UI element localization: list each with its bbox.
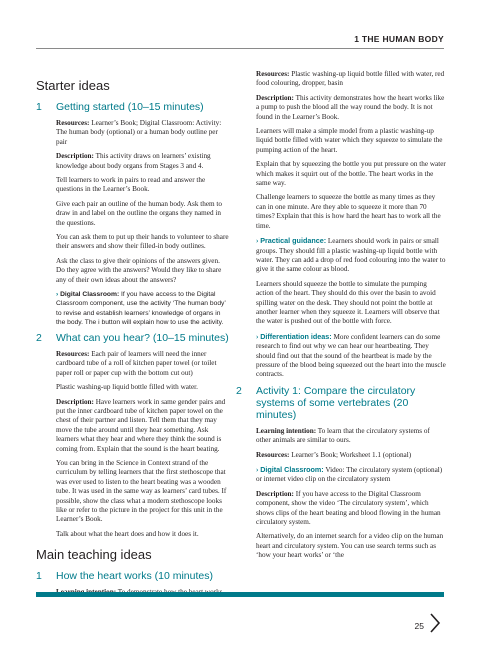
footer-bar [36,592,444,597]
paragraph: Learners should squeeze the bottle to simulate the pumping action of the heart. They should do this over the basin to avoid spilling water on the desk. They should not point the bottle at another learner when they squeeze it. Learners will observe that the water is pushed out of the bottle with force. [256,279,440,326]
paragraph: Description: If you have access to the Digital Classroom component, show the video ‘The circulatory system’, which shows clips of the heart beating and blood flowing in the human circulatory system. [256,489,441,527]
digital-classroom-note: › Digital Classroom: Video: The circulatory system (optional) or internet video clip on the circulatory system [256,465,443,484]
section-number: 1 [36,101,42,113]
starter-heading: Starter ideas [36,78,110,93]
paragraph: Resources: Learner’s Book; Worksheet 1.1 (optional) [256,450,412,459]
chevron-right-icon: › [256,237,259,246]
chapter-title: 1 THE HUMAN BODY [354,34,444,44]
section-heading-getting-started [36,101,230,113]
paragraph: Explain that by squeezing the bottle you put pressure on the water which makes it squirt out of the bottle. The heart works in the same way. [256,160,446,188]
paragraph: You can bring in the Science in Context strand of the curriculum by telling learners that the first stethoscope that was ever used to listen to the heart beating was a wooden tube. It was used in the same way as learners’ card tubes. If possible, show the class what a modern stethoscope looks like or refer to the picture in the project for this unit in the Learner’s Book. [56,458,227,524]
paragraph: Learners will make a simple model from a plastic washing-up liquid bottle filled with water which they squeeze to simulate the pumping action of the heart. [256,127,443,154]
section-heading-how-the-heart-works [36,570,230,582]
chevron-right-icon: › [56,291,59,299]
left-column [36,70,230,603]
section-number: 2 [236,384,242,397]
section-body-getting-started [36,119,230,327]
paragraph: Challenge learners to squeeze the bottle as many times as they can in one minute. Are they able to squeeze it more than 70 times? Explain that this is how hard the heart has to work all the time. [256,193,441,230]
right-column [236,70,446,566]
chevron-right-icon: › [256,332,259,341]
practical-guidance-note: › Practical guidance: Learners should work in pairs or small groups. They should fill a plastic washing-up liquid bottle with water. They can add a drop of red food colouring into the water to give it the same colour as blood. [256,236,446,274]
paragraph: Ask the class to give their opinions of the answers given. Do they agree with the answers? Would they like to share any of their own ideas about the answers? [56,256,222,284]
paragraph: Description: Have learners work in same gender pairs and put the inner cardboard tube of kitchen paper towel on the chest of their partner and listen. Tell them that they may move the tube around until they hear something. Ask learners what they hear and where they think the sound is coming from. Explain that the sound is the heart beating. [56,397,226,453]
paragraph: Give each pair an outline of the human body. Ask them to draw in and label on the outline the organs they named in the questions. [56,199,223,227]
header-rule [36,48,444,49]
section-title: What can you hear? (10–15 minutes) [56,331,229,344]
paragraph: Description: This activity draws on learners’ existing knowledge about body organs from Stages 3 and 4. [56,152,211,170]
section-heading-what-can-you-hear [36,332,230,344]
section-title: How the heart works (10 minutes) [56,570,213,583]
section-heading-compare-circulatory [236,385,446,421]
section-title: Activity 1: Compare the circulatory systems of some vertebrates (20 minutes) [256,384,416,421]
paragraph: Resources: Learner’s Book; Digital Classroom: Activity: The human body (optional) or a human body outline per pair [56,119,222,146]
paragraph: Learning intention: To learn that the circulatory systems of other animals are similar to ours. [256,426,430,445]
chevron-right-icon: › [256,466,259,474]
section-number: 2 [36,331,42,344]
paragraph: You can ask them to put up their hands to volunteer to share their answers and show their filled-in body outlines. [56,233,229,251]
paragraph: Talk about what the heart does and how it does it. [56,529,199,538]
paragraph: Resources: Each pair of learners will need the inner cardboard tube of a roll of kitchen paper towel (or toilet paper roll or paper cup with the bottom cut out) [56,349,217,377]
paragraph: Resources: Plastic washing-up liquid bottle filled with water, red food colouring, dropper, basin [256,70,445,88]
paragraph: Description: This activity demonstrates how the heart works like a pump to push the blood all the way round the body. It is not found in the Learner’s Book. [256,93,445,121]
paragraph: Alternatively, do an internet search for a video clip on the human heart and circulatory system. You can use search terms such as ‘how your heart works’ or ‘the [256,532,444,560]
digital-classroom-note: › Digital Classroom: If you have access to the Digital Classroom component, use the activity ‘The human body’ to revise and establish learners’ knowledge of organs in the body. The i button will explain how to use the activity. [56,291,226,326]
section-number: 1 [36,570,42,583]
paragraph: Plastic washing-up liquid bottle filled with water. [56,383,198,392]
main-teaching-heading: Main teaching ideas [36,547,152,563]
differentiation-note: › Differentiation ideas: More confident learners can do some research to find out why we can hear our heartbeating. They should find out that the sound of the heartbeat is made by the pressure of the blood being squeezed out the heart into the muscle contracts. [256,331,446,379]
page-number: 25 [414,621,424,631]
section-body-what-can-you-hear [36,350,230,539]
paragraph: Tell learners to work in pairs to read and answer the questions in the Learner’s Book. [56,176,206,194]
section-title: Getting started (10–15 minutes) [56,101,204,113]
next-page-chevron-icon[interactable] [428,611,442,635]
